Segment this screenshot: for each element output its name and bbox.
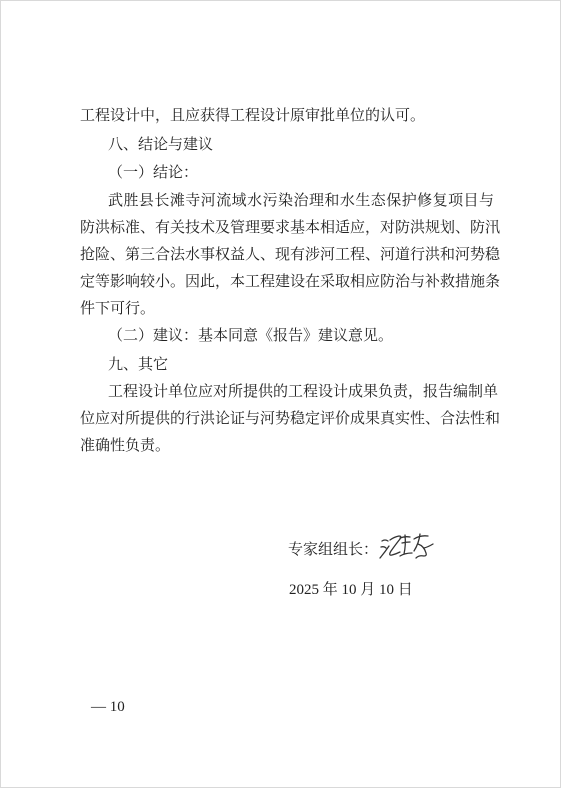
paragraph-line: 准确性负责。: [80, 436, 171, 454]
paragraph-line: 位应对所提供的行洪论证与河势稳定评价成果真实性、合法性和: [80, 409, 501, 427]
section-heading-conclusions: 八、结论与建议: [108, 135, 214, 153]
date: 2025 年 10 月 10 日: [289, 582, 413, 598]
paragraph-line: 工程设计单位应对所提供的工程设计成果负责，报告编制单: [108, 382, 499, 400]
handwritten-signature: [378, 532, 436, 562]
subheading-conclusion: （一）结论：: [108, 163, 199, 181]
paragraph-line: 件下可行。: [80, 299, 156, 317]
subheading-suggestion: （二）建议：基本同意《报告》建议意见。: [108, 326, 394, 344]
paragraph-line: 防洪标准、有关技术及管理要求基本相适应，对防洪规划、防汛: [80, 218, 501, 236]
signature-label: 专家组组长：: [288, 540, 379, 558]
paragraph-line-continuation: 工程设计中，且应获得工程设计原审批单位的认可。: [80, 106, 426, 124]
paragraph-line: 武胜县长滩寺河流域水污染治理和水生态保护修复项目与: [108, 191, 494, 209]
paragraph-line: 抢险、第三合法水事权益人、现有涉河工程、河道行洪和河势稳: [80, 245, 501, 263]
paragraph-line: 定等影响较小。因此，本工程建设在采取相应防治与补救措施条: [80, 272, 501, 290]
section-heading-other: 九、其它: [108, 355, 169, 373]
page-number: — 10: [91, 699, 125, 715]
